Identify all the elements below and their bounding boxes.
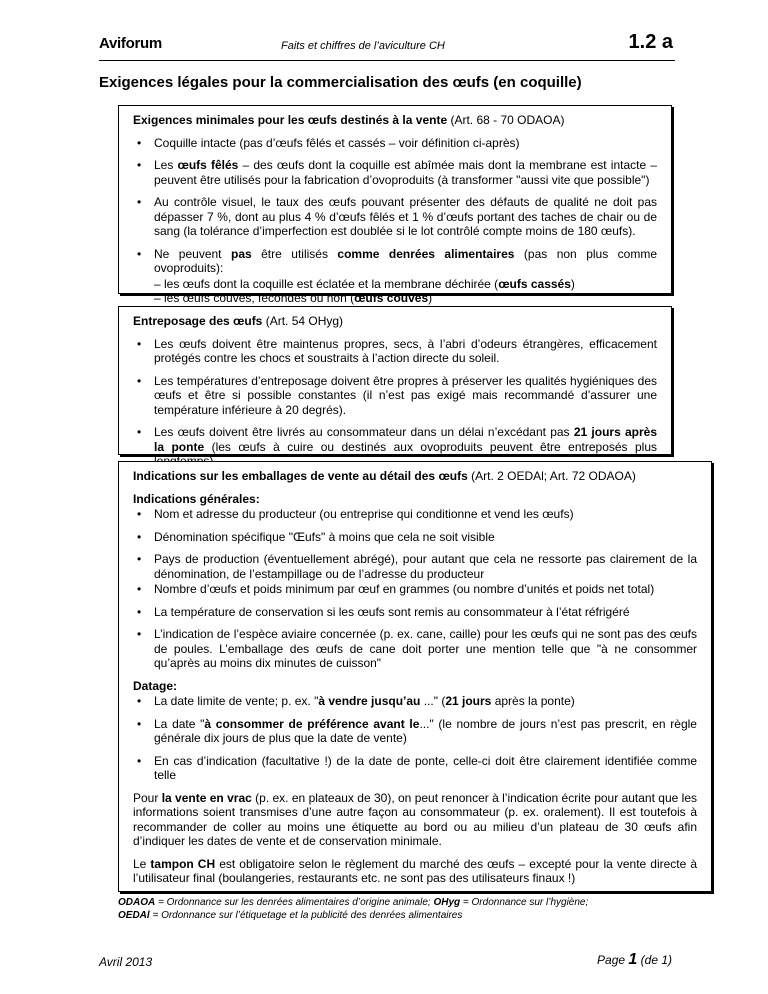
box-heading: Exigences minimales pour les œufs destinés à la vente (Art. 68 - 70 ODAOA): [133, 113, 565, 127]
list-item: • Ne peuvent pas être utilisés comme denrées alimentaires (pas non plus comme ovoproduits):: [133, 247, 657, 276]
list-item: • L’indication de l’espèce aviaire concernée (p. ex. cane, caille) pour les œufs qui ne sont pas des œufs de poules. L’emballage des œufs de cane doit porter une mention telle que "à ne consommer qu’après au moins dix minutes de cuisson": [133, 627, 697, 671]
list-item: • Coquille intacte (pas d’œufs fêlés et cassés – voir définition ci-après): [133, 136, 657, 151]
list-item: • La date limite de vente; p. ex. "à vendre jusqu’au ..." (21 jours après la ponte): [133, 694, 697, 709]
list-item: • En cas d’indication (facultative !) de la date de ponte, celle-ci doit être clairement identifiée comme telle: [133, 754, 697, 783]
logo-text: Aviforum: [99, 35, 162, 52]
list-item: • La date "à consommer de préférence avant le..." (le nombre de jours n’est pas prescrit, en règle générale dix jours de plus que la date de vente): [133, 717, 697, 746]
aviforum-logo: [99, 35, 162, 52]
abbreviations-footnote: ODAOA = Ordonnance sur les denrées alimentaires d’origine animale; OHyg = Ordonnance sur l’hygiène; OEDAl = Ordonnance sur l’étiquetage et la publicité des denrées alimentaires: [118, 897, 589, 921]
list-item: • Les œufs fêlés – des œufs dont la coquille est abîmée mais dont la membrane est intacte – peuvent être utilisés pour la fabrication d’ovoproduits (à transformer "aussi vite que possible"): [133, 158, 657, 187]
footer-date: Avril 2013: [99, 955, 153, 969]
header-divider: [99, 60, 675, 61]
dash-item: – les œufs dont la coquille est éclatée et la membrane déchirée (œufs cassés): [154, 276, 575, 291]
list-item: • Dénomination spécifique "Œufs" à moins que cela ne soit visible: [133, 530, 697, 545]
datage-heading: Datage:: [133, 678, 178, 693]
list-item: • Les œufs doivent être maintenus propres, secs, à l’abri d’odeurs étrangères, efficacement protégés contre les chocs et soustraits à l’action directe du soleil.: [133, 337, 657, 366]
list-item: • La température de conservation si les œufs sont remis au consommateur à l’état réfrigéré: [133, 605, 697, 620]
packaging-box: [118, 461, 712, 892]
page-number: Page 1 (de 1): [597, 951, 672, 968]
storage-box: [118, 306, 672, 455]
list-item: • Nom et adresse du producteur (ou entreprise qui conditionne et vend les œufs): [133, 507, 697, 522]
bulk-sale-paragraph: Pour la vente en vrac (p. ex. en plateaux de 30), on peut renoncer à l’indication écrite pour autant que les informations soient transmises d’une autre façon au consommateur (p. ex. oralement). Il est toutefois à recommander de coller au moins une étiquette au bord ou au milieu d’un plateau de 30 œufs afin d’indiquer les dates de vente et de conservation minimale.: [133, 790, 697, 848]
header-subtitle: Faits et chiffres de l’aviculture CH: [281, 40, 445, 52]
list-item: • Au contrôle visuel, le taux des œufs pouvant présenter des défauts de qualité ne doit pas dépasser 7 %, dont au plus 4 % d’œufs fêlés et 1 % d’œufs portant des taches de chair ou de sang (la tolérance d’imperfection est doublée si le lot contrôlé compte moins de 180 œufs).: [133, 195, 657, 239]
list-item: • Les températures d’entreposage doivent être propres à préserver les qualités hygiéniques des œufs et être si possible constantes (il n’est pas exigé mais recommandé d’assurer une température inférieure à 20 degrés).: [133, 374, 657, 418]
list-item: • Nombre d’œufs et poids minimum par œuf en grammes (ou nombre d’unités et poids net total): [133, 582, 697, 597]
box-heading: Indications sur les emballages de vente au détail des œufs (Art. 2 OEDAl; Art. 72 ODAOA): [133, 469, 636, 483]
list-item: • Pays de production (éventuellement abrégé), pour autant que cela ne ressorte pas clairement de la dénomination, de l’estampillage ou de l’adresse du producteur: [133, 552, 697, 581]
minimum-requirements-box: [118, 105, 672, 305]
ch-stamp-paragraph: Le tampon CH est obligatoire selon le règlement du marché des œufs – excepté pour la vente directe à l’utilisateur final (boulangeries, restaurants etc. ne sont pas des utilisateurs finaux !): [133, 856, 698, 885]
dash-item: – les œufs couvés, fécondés ou non (œufs couvés): [154, 291, 433, 305]
box-heading: Entreposage des œufs (Art. 54 OHyg): [133, 314, 344, 328]
page-header: [99, 33, 673, 61]
page-title: Exigences légales pour la commercialisation des œufs (en coquille): [99, 74, 582, 91]
general-heading: Indications générales:: [133, 491, 260, 506]
section-code: 1.2 a: [628, 31, 673, 53]
list-item: • Les œufs doivent être livrés au consommateur dans un délai n’excédant pas 21 jours après la ponte (les œufs à cuire ou destinés aux ovoproduits peuvent être entreposés plus: [133, 425, 657, 469]
